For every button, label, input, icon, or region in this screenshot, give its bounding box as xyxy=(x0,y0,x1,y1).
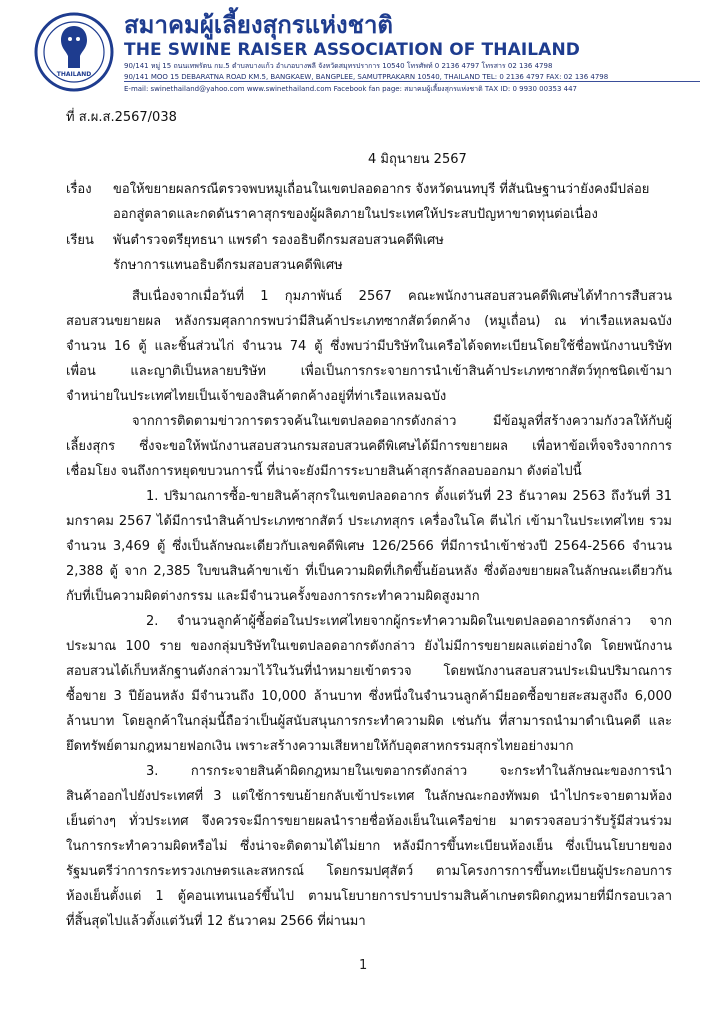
subject-line: ขอให้ขยายผลกรณีตรวจพบหมูเถื่อนในเขตปลอดอากร จังหวัดนนทบุรี ที่สันนิษฐานว่ายังคงมีปล่อย xyxy=(113,182,650,197)
paragraph-line: สืบเนื่องจากเมื่อวันที่ 1 กุมภาพันธ์ 2567 คณะพนักงานสอบสวนคดีพิเศษได้ทำการสืบสวน xyxy=(132,289,672,304)
paragraph-line: รัฐมนตรีว่าการกระทรวงเกษตรและสหกรณ์ โดยกรมปศุสัตว์ ตามโครงการการขึ้นทะเบียนผู้ประกอบการ xyxy=(66,864,672,879)
paragraph-line: เพื่อน และญาติเป็นหลายบริษัท เพื่อเป็นการกระจายการนำเข้าสินค้าประเภทซากสัตว์ทุกชนิดเข้ามา xyxy=(66,364,672,379)
paragraph-line: ยึดทรัพย์ตามกฎหมายฟอกเงิน เพราะสร้างความเสียหายให้กับอุตสาหกรรมสุกรไทยอย่างมาก xyxy=(66,739,574,754)
addressee-line: รักษาการแทนอธิบดีกรมสอบสวนคดีพิเศษ xyxy=(113,258,343,273)
paragraph-line: ประมาณ 100 ราย ของกลุ่มบริษัทในเขตปลอดอากรดังกล่าว ยังไม่มีการขยายผลแต่อย่างใด โดยพนักงาน xyxy=(66,639,672,654)
reference-number: ที่ ส.ผ.ส.2567/038 xyxy=(66,110,177,125)
paragraph-line: เย็นต่างๆ ทั่วประเทศ จึงควรจะมีการขยายผลนำรายชื่อห้องเย็นในเครือข่าย มาตรวจสอบว่ารับรู้มีส่วนร่วม xyxy=(66,814,672,829)
paragraph-line: ในการกระทำความผิดหรือไม่ ซึ่งน่าจะติดตามได้ไม่ยาก หลังมีการขึ้นทะเบียนห้องเย็น ซึ่งเป็นนโยบายของ xyxy=(66,839,672,854)
paragraph-line: ซื้อขาย 3 ปีย้อนหลัง มีจำนวนถึง 10,000 ล้านบาท ซึ่งหนึ่งในจำนวนลูกค้ามียอดซื้อขายสะสมสูงถึง 6,000 xyxy=(66,689,672,704)
svg-text:THAILAND: THAILAND xyxy=(56,71,92,78)
page-number: 1 xyxy=(359,958,368,973)
paragraph-line: 3. การกระจายสินค้าผิดกฎหมายในเขตอากรดังกล่าว จะกระทำในลักษณะของการนำ xyxy=(146,764,672,779)
paragraph-line: ล้านบาท โดยลูกค้าในกลุ่มนี้ถือว่าเป็นผู้สนับสนุนการกระทำความผิด เช่นกัน ที่สามารถนำมาดำเนินคดี และ xyxy=(66,714,672,729)
address-english: 90/141 MOO 15 DEBARATNA ROAD KM.5, BANGKAEW, BANGPLEE, SAMUTPRAKARN 10540, THAILAND TEL: 0 2136 4797 FAX: 02 136 4798 xyxy=(124,73,609,81)
header-divider xyxy=(124,81,700,82)
paragraph-line: สินค้าออกไปยังประเทศที่ 3 แต่ใช้การขนย้ายกลับเข้าประเทศ ในลักษณะกองทัพมด นำไปกระจายตามห้อง xyxy=(66,789,672,804)
paragraph-line: ที่สิ้นสุดไปแล้วตั้งแต่วันที่ 12 ธันวาคม 2566 ที่ผ่านมา xyxy=(66,914,366,929)
addressee-label: เรียน xyxy=(66,233,94,248)
subject-label: เรื่อง xyxy=(66,182,92,197)
paragraph-line: จากการติดตามข่าวการตรวจค้นในเขตปลอดอากรดังกล่าว มีข้อมูลที่สร้างความกังวลให้กับผู้ xyxy=(132,414,672,429)
org-name-thai: สมาคมผู้เลี้ยงสุกรแห่งชาติ xyxy=(124,11,394,39)
org-name-english: THE SWINE RAISER ASSOCIATION OF THAILAND xyxy=(124,40,580,60)
paragraph-line: เลี้ยงสุกร ซึ่งจะขอให้พนักงานสอบสวนกรมสอบสวนคดีพิเศษได้มีการขยายผล เพื่อหาข้อเท็จจริงจากการ xyxy=(66,439,672,454)
addressee-line: พันตำรวจตรียุทธนา แพรดำ รองอธิบดีกรมสอบสวนคดีพิเศษ xyxy=(113,233,444,248)
paragraph-line: กับที่เป็นความผิดต่างกรรม และมีจำนวนครั้งของการกระทำความผิดสูงมาก xyxy=(66,589,480,604)
contact-line: E-mail: swinethailand@yahoo.com www.swinethailand.com Facebook fan page: สมาคมผู้เลี้ยงสุกรแห่งชาติ TAX ID: 0 9930 00353 447 xyxy=(124,85,578,93)
paragraph-line: จำหน่ายในประเทศไทยเป็นเจ้าของสินค้าตกค้างอยู่ที่ท่าเรือแหลมฉบัง xyxy=(66,389,447,404)
paragraph-line: ห้องเย็นตั้งแต่ 1 ตู้คอนเทนเนอร์ขึ้นไป ตามนโยบายการปราบปรามสินค้าเกษตรผิดกฎหมายที่มีกรอบเวลา xyxy=(66,889,672,904)
subject-line: ออกสู่ตลาดและกดดันราคาสุกรของผู้ผลิตภายในประเทศให้ประสบปัญหาขาดทุนต่อเนื่อง xyxy=(113,207,598,222)
letter-date: 4 มิถุนายน 2567 xyxy=(368,152,467,167)
paragraph-line: มกราคม 2567 ได้มีการนำสินค้าประเภทซากสัตว์ ประเภทสุกร เครื่องในโค ตีนไก่ เข้ามาในประเทศไทย รวม xyxy=(66,514,672,529)
paragraph-line: สอบสวนขยายผล หลังกรมศุลกากรพบว่ามีสินค้าประเภทซากสัตว์ตกค้าง (หมูเถื่อน) ณ ท่าเรือแหลมฉบัง xyxy=(66,314,672,329)
paragraph-line: 1. ปริมาณการซื้อ-ขายสินค้าสุกรในเขตปลอดอากร ตั้งแต่วันที่ 23 ธันวาคม 2563 ถึงวันที่ 31 xyxy=(146,489,672,504)
paragraph-line: 2. จำนวนลูกค้าผู้ซื้อต่อในประเทศไทยจากผู้กระทำความผิดในเขตปลอดอากรดังกล่าว จาก xyxy=(146,614,672,629)
paragraph-line: จำนวน 16 ตู้ และชิ้นส่วนไก่ จำนวน 74 ตู้ ซึ่งพบว่ามีบริษัทในเครือได้จดทะเบียนโดยใช้ชื่อพนักงานบริษัท xyxy=(66,339,672,354)
association-logo xyxy=(34,12,114,92)
paragraph-line: สอบสวนได้เก็บหลักฐานดังกล่าวมาไว้ในวันที่นำหมายเข้าตรวจ โดยพนักงานสอบสวนประเมินปริมาณการ xyxy=(66,664,672,679)
address-thai: 90/141 หมู่ 15 ถนนเทพรัตน กม.5 ตำบลบางแก้ว อำเภอบางพลี จังหวัดสมุทรปราการ 10540 โทรศัพท์ 0 2136 4797 โทรสาร 02 136 4798 xyxy=(124,62,553,70)
paragraph-line: เชื่อมโยง จนถึงการหยุดขบวนการนี้ ที่น่าจะยังมีการระบายสินค้าสุกรลักลอบออกมา ดังต่อไปนี้ xyxy=(66,464,582,479)
body-text xyxy=(66,289,672,930)
paragraph-line: จำนวน 3,469 ตู้ ซึ่งเป็นลักษณะเดียวกับเลขคดีพิเศษ 126/2566 ที่มีการนำเข้าช่วงปี 2564-2566 จำนวน xyxy=(66,539,672,554)
paragraph-line: 2,388 ตู้ จาก 2,385 ใบขนสินค้าขาเข้า ที่เป็นความผิดที่เกิดขึ้นย้อนหลัง ซึ่งต้องขยายผลในลักษณะเดียวกัน xyxy=(66,564,672,579)
